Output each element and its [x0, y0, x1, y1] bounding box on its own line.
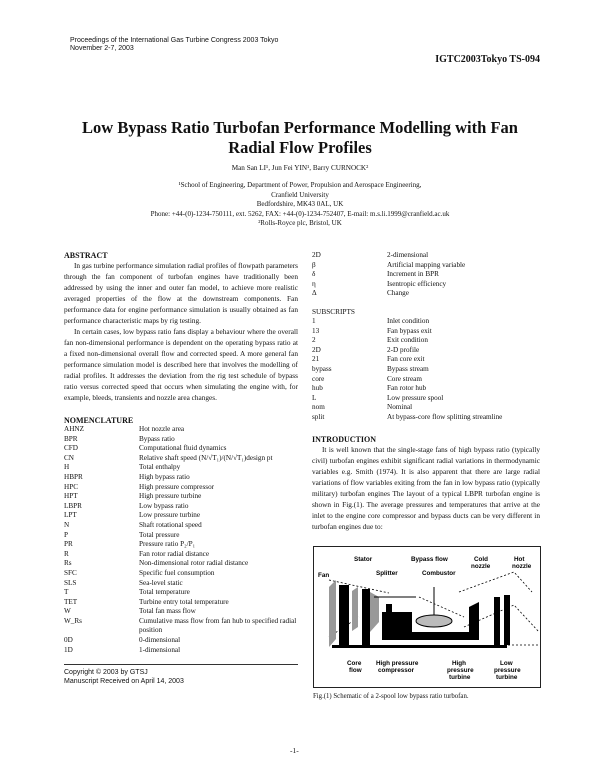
symbol-definition: High pressure turbine — [139, 492, 202, 501]
paper-title: Low Bypass Ratio Turbofan Performance Modelling with Fan Radial Flow Profiles — [82, 118, 518, 157]
copyright-line: Copyright © 2003 by GTSJ — [64, 669, 148, 676]
symbol-definition: Low pressure turbine — [139, 511, 201, 520]
symbol: 21 — [312, 355, 320, 364]
symbol-row — [64, 425, 298, 435]
label-core-flow-2: flow — [349, 667, 362, 674]
label-bypass-flow: Bypass flow — [411, 556, 448, 563]
symbol-definition: Bypass stream — [387, 364, 429, 373]
symbol: H — [64, 463, 70, 472]
symbol: BPR — [64, 434, 78, 443]
symbol-definition: Nominal — [387, 403, 413, 412]
symbol-row — [64, 531, 298, 541]
symbol: W — [64, 607, 71, 616]
symbol-definition: 0-dimensional — [139, 636, 181, 645]
label-hpt-3: turbine — [449, 674, 471, 681]
symbol: HPC — [64, 482, 78, 491]
symbol-definition: 2-D profile — [387, 345, 420, 354]
symbol-row — [64, 435, 298, 445]
symbol: SLS — [64, 578, 77, 587]
symbol-definition: Pressure ratio P₂/P₁ — [139, 540, 196, 549]
subscripts-heading: SUBSCRIPTS — [312, 306, 355, 316]
symbol: Δ — [312, 289, 317, 298]
turbofan-diagram — [314, 547, 540, 687]
symbol-definition: Increment in BPR — [387, 270, 439, 279]
symbol: 1 — [312, 316, 316, 325]
symbol-row — [64, 540, 298, 550]
abstract-paragraph: In certain cases, low bypass ratio fans display a behaviour where the overall fan non-dimensional performance is dependent on the operating bypass ratio at a fixed non-dimensional overall flow and corrected speed. A more general fan performance simulation model is described here that involves the modelling of radial profiles. It addresses the deviation from the rig test schedule of bypass ratio versus corrected speed that occurs when simulating the engine with, for example, bleeds, transients and nozzle area changes. — [64, 327, 298, 402]
page-number: -1- — [290, 746, 299, 755]
symbol-row — [312, 413, 502, 423]
symbol-row — [64, 607, 298, 617]
symbol: hub — [312, 384, 323, 393]
introduction-paragraph: It is well known that the single-stage fans of high bypass ratio (typically civil) turbofan engines exhibit significant radial variations in thermodynamic variables e.g. Smith (1974). It is also apparent that there are large radial variations of flow variables exiting from the fan in low bypass ratio (typically military) turbofan engines The layout of a typical LBPR turbofan engine is shown in Fig.(1). The average pressures and temperatures that arrive at the inlet to the engine core compressor and bypass ducts can be very different in turbofan engines due to: — [312, 444, 540, 531]
symbol-definition: Total enthalpy — [139, 463, 181, 472]
lp-turbine-icon — [494, 597, 500, 645]
symbol: P — [64, 530, 68, 539]
label-cold-nozzle: Cold — [474, 556, 488, 563]
symbol-row — [64, 502, 298, 512]
label-combustor: Combustor — [422, 570, 456, 577]
symbol-definition: 1-dimensional — [139, 645, 181, 654]
symbol: AHNZ — [64, 425, 84, 433]
affiliation-line: Cranfield University — [271, 190, 329, 199]
right-column — [312, 251, 540, 532]
proceedings-header — [70, 37, 278, 53]
symbol: SFC — [64, 568, 77, 577]
symbol-row — [312, 317, 502, 327]
symbol: PR — [64, 540, 73, 549]
symbol-definition: Fan rotor hub — [387, 384, 427, 393]
hp-turbine-icon — [469, 602, 479, 640]
symbol-row — [312, 365, 502, 375]
symbol-row — [312, 251, 465, 261]
symbol: 2D — [312, 345, 321, 354]
symbol-definition: Shaft rotational speed — [139, 520, 202, 529]
hp-compressor-icon — [382, 612, 412, 640]
symbol-row — [64, 521, 298, 531]
symbol: CFD — [64, 444, 78, 453]
symbol-row — [312, 280, 465, 290]
symbol: 1D — [64, 645, 73, 654]
symbol-definition: 2-dimensional — [387, 251, 429, 259]
label-core-flow: Core — [347, 660, 362, 667]
symbol: CN — [64, 453, 74, 462]
symbol: LBPR — [64, 501, 82, 510]
label-fan: Fan — [318, 572, 330, 579]
symbol-definition: Specific fuel consumption — [139, 568, 215, 577]
symbol-definition: High pressure compressor — [139, 482, 215, 491]
symbol-row — [312, 375, 502, 385]
symbol: Rs — [64, 559, 72, 568]
left-column — [64, 251, 298, 655]
label-lpt-3: turbine — [496, 674, 518, 681]
symbol: split — [312, 412, 325, 421]
symbol-row — [64, 579, 298, 589]
symbol-row — [64, 454, 298, 464]
symbol: HPT — [64, 492, 78, 501]
symbol-definition: Hot nozzle area — [139, 425, 185, 433]
label-hpt-2: pressure — [447, 667, 474, 674]
symbol-row — [64, 588, 298, 598]
label-cold-nozzle-2: nozzle — [471, 563, 491, 570]
symbol-row — [64, 617, 298, 636]
symbol-row — [312, 336, 502, 346]
affiliation-line: ¹School of Engineering, Department of Power, Propulsion and Aerospace Engineering, — [178, 181, 422, 189]
symbol: core — [312, 374, 325, 383]
symbol-row — [64, 646, 298, 656]
symbol-row — [312, 327, 502, 337]
symbol-definition: Total pressure — [139, 530, 180, 539]
symbol-definition: Isentropic efficiency — [387, 279, 447, 288]
symbol-row — [64, 559, 298, 569]
label-stator: Stator — [354, 556, 373, 563]
symbol-row — [64, 473, 298, 483]
figure-turbofan-schematic — [313, 546, 541, 688]
label-hpc: High pressure — [376, 660, 419, 667]
symbol-definition: Fan core exit — [387, 355, 425, 364]
symbol-row — [312, 270, 465, 280]
symbol-row — [312, 403, 502, 413]
symbol: δ — [312, 270, 316, 279]
affiliation-line: Phone: +44-(0)-1234-750111, ext. 5262, FAX: +44-(0)-1234-752407, E-mail: m.s.li.1999@cranfield.ac.uk — [150, 209, 450, 218]
subscripts-table — [312, 317, 502, 423]
symbol-definition: Relative shaft speed (N/√T₁)/(N/√T₁)design pt — [139, 453, 273, 462]
abstract-heading: ABSTRACT — [64, 251, 108, 260]
symbol: 2 — [312, 336, 316, 345]
shaft-icon — [332, 645, 507, 648]
symbol-definition: High bypass ratio — [139, 472, 190, 481]
label-lpt-2: pressure — [494, 667, 521, 674]
symbol-row — [64, 569, 298, 579]
symbol-definition: Non-dimensional rotor radial distance — [139, 559, 249, 568]
greek-symbols-table — [312, 251, 465, 299]
symbol-definition: Sea-level static — [139, 578, 183, 587]
symbol: β — [312, 260, 316, 269]
symbol-row — [64, 550, 298, 560]
symbol-definition: Cumulative mass flow from fan hub to specified radial position — [139, 616, 297, 635]
symbol-row — [312, 384, 502, 394]
symbol-row — [64, 444, 298, 454]
affiliations — [60, 181, 540, 229]
label-lpt: Low — [500, 660, 513, 667]
symbol-definition: Turbine entry total temperature — [139, 597, 229, 606]
proceedings-line: Proceedings of the International Gas Turbine Congress 2003 Tokyo — [70, 37, 279, 44]
symbol-definition: Exit condition — [387, 336, 428, 345]
symbol: N — [64, 520, 70, 529]
symbol: 0D — [64, 636, 73, 645]
symbol: 2D — [312, 251, 321, 259]
symbol-row — [312, 261, 465, 271]
abstract-paragraph: In gas turbine performance simulation radial profiles of flowpath parameters through the fan component of turbofan engines have traditionally been addressed by using the inner and outer fan model, to achieve more realistic averaged properties of the flow at the downstream components. Fan performance data for engine performance simulation is usually obtained as fan performance characteristic maps by rig testing. — [64, 261, 298, 325]
symbol-row — [312, 394, 502, 404]
symbol-row — [64, 636, 298, 646]
combustor-icon — [416, 615, 452, 627]
symbol-definition: Total fan mass flow — [139, 607, 196, 616]
symbol: W_Rs — [64, 616, 82, 625]
label-hot-nozzle-2: nozzle — [512, 563, 532, 570]
label-hpc-2: compressor — [378, 667, 415, 674]
symbol-definition: At bypass-core flow splitting streamline — [387, 412, 503, 421]
symbol: LPT — [64, 511, 77, 520]
manuscript-received: Manuscript Received on April 14, 2003 — [64, 678, 184, 685]
fan-blade-icon — [329, 580, 336, 647]
symbol: R — [64, 549, 69, 558]
label-hpt: High — [452, 660, 466, 667]
dates-line: November 2-7, 2003 — [70, 45, 134, 52]
symbol-definition: Low bypass ratio — [139, 501, 189, 510]
affiliation-line: Bedfordshire, MK43 0AL, UK — [256, 200, 344, 209]
symbol-row — [64, 463, 298, 473]
symbol: bypass — [312, 364, 332, 373]
label-splitter: Splitter — [376, 570, 398, 577]
symbol-definition: Low pressure spool — [387, 393, 444, 402]
copyright-note — [64, 664, 298, 686]
nomenclature-table — [64, 425, 298, 655]
symbol-row — [64, 492, 298, 502]
label-hot-nozzle: Hot — [514, 556, 525, 563]
paper-code: IGTC2003Tokyo TS-094 — [435, 54, 540, 65]
symbol: η — [312, 279, 316, 288]
symbol-definition: Change — [387, 289, 409, 298]
affiliation-line: ²Rolls-Royce plc, Bristol, UK — [258, 219, 342, 228]
symbol-row — [312, 355, 502, 365]
symbol-definition: Fan rotor radial distance — [139, 549, 210, 558]
fan-rotor-icon — [339, 585, 349, 647]
nomenclature-heading: NOMENCLATURE — [64, 416, 134, 425]
authors: Man San LI¹, Jun Fei YIN¹, Barry CURNOCK² — [231, 164, 369, 172]
symbol-definition: Inlet condition — [387, 316, 430, 325]
figure-caption: Fig.(1) Schematic of a 2-spool low bypass ratio turbofan. — [313, 693, 469, 700]
symbol: TET — [64, 597, 78, 606]
symbol-definition: Computational fluid dynamics — [139, 444, 227, 453]
symbol-definition: Bypass ratio — [139, 434, 175, 443]
introduction-heading: INTRODUCTION — [312, 434, 377, 444]
symbol-row — [64, 483, 298, 493]
symbol-row — [312, 289, 465, 299]
symbol-definition: Fan bypass exit — [387, 326, 432, 335]
symbol-definition: Artificial mapping variable — [387, 260, 466, 269]
symbol: HBPR — [64, 472, 83, 481]
symbol-row — [64, 511, 298, 521]
symbol: T — [64, 588, 69, 597]
symbol: nom — [312, 403, 325, 412]
stator-icon — [352, 587, 358, 631]
symbol: 13 — [312, 326, 320, 335]
symbol-row — [64, 598, 298, 608]
symbol-row — [312, 346, 502, 356]
symbol: L — [312, 393, 317, 402]
symbol-definition: Total temperature — [139, 588, 190, 597]
symbol-definition: Core stream — [387, 374, 422, 383]
